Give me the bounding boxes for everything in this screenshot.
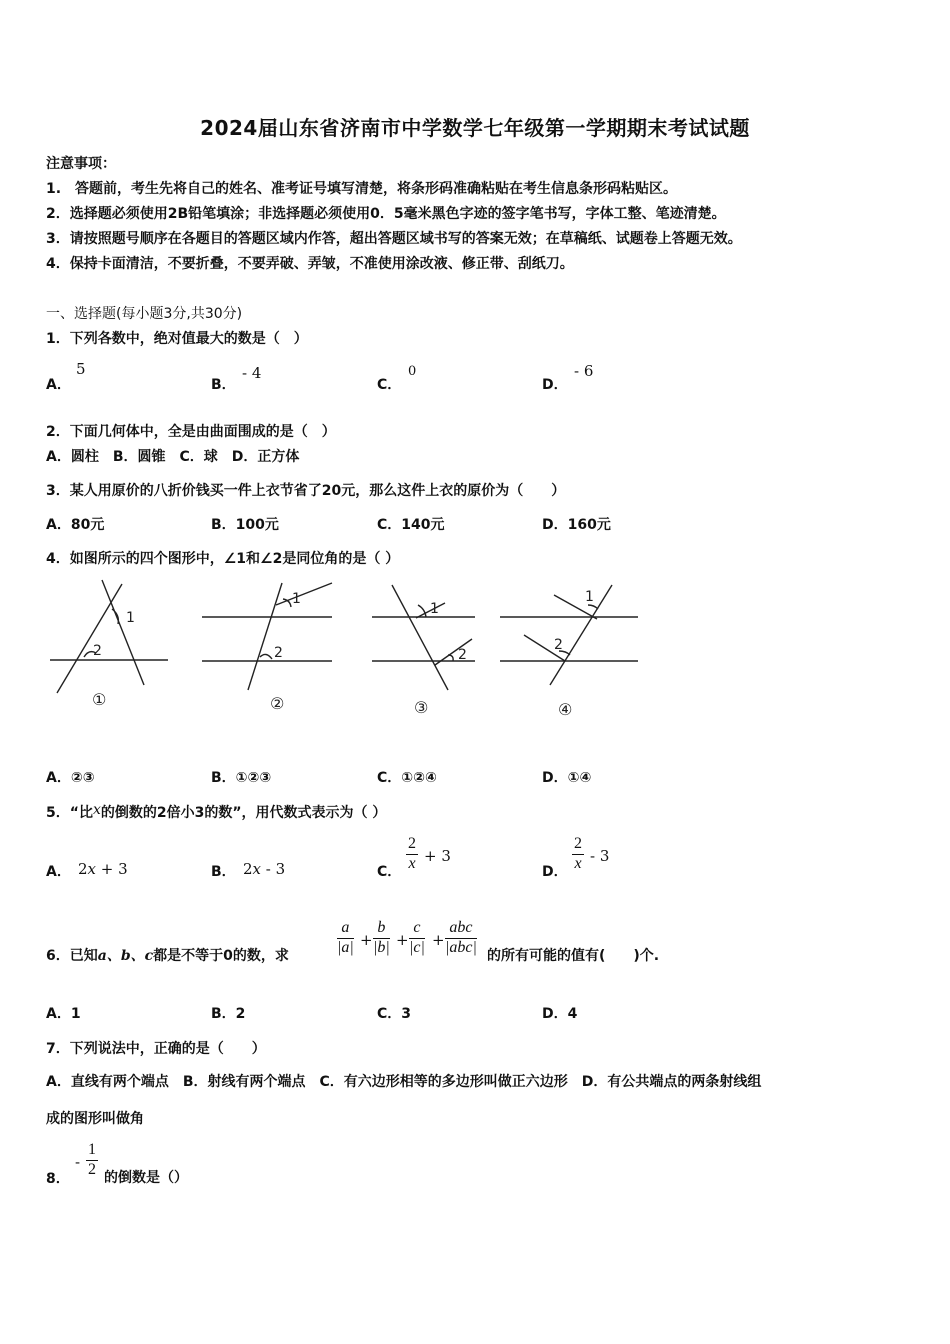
q8-frac <box>86 1141 98 1179</box>
q5-frac-d <box>572 835 584 873</box>
q7-options-line2: 成的图形叫做角 <box>46 1111 144 1127</box>
q6-vars: a、b、c <box>97 948 154 964</box>
q8-stem-post: 的倒数是（） <box>104 1170 188 1186</box>
q6-plus-3: + <box>432 931 445 949</box>
fig2-angle-2-arc <box>260 654 272 659</box>
q1-value-b: - 4 <box>242 364 262 382</box>
fig3-label: ③ <box>414 698 429 717</box>
q6-frac-b-num: b <box>373 919 390 939</box>
q4-option-a: A．②③ <box>46 770 95 786</box>
q4-option-c: C．①②④ <box>377 770 437 786</box>
fig1-transversal-a <box>57 584 122 693</box>
section-heading: 一、选择题(每小题3分,共30分) <box>46 306 243 322</box>
q6-frac-b-den: |b| <box>373 939 390 956</box>
q3-option-d: D．160元 <box>542 517 611 533</box>
fig3-transversal <box>392 585 448 690</box>
q5-expr-b-coef: 2 <box>243 860 253 878</box>
q1-label-d: D． <box>542 377 568 393</box>
q6-option-c: C．3 <box>377 1006 412 1022</box>
notice-heading: 注意事项： <box>46 156 116 172</box>
fig1-angle-1-label: 1 <box>126 610 135 626</box>
q6-option-b: B．2 <box>211 1006 246 1022</box>
q1-value-c: 0 <box>408 364 417 379</box>
q2-options: A．圆柱 B．圆锥 C．球 D．正方体 <box>46 449 300 465</box>
q6-frac-a-num: a <box>337 919 354 939</box>
fig4-label: ④ <box>558 700 573 719</box>
q5-expr-d-tail: - 3 <box>590 847 610 865</box>
q1-label-a: A． <box>46 377 71 393</box>
notice-item-3: 3．请按照题号顺序在各题目的答题区域内作答，超出答题区域书写的答案无效；在草稿纸、试题卷上答题无效。 <box>46 231 742 247</box>
q5-expr-a <box>78 860 128 878</box>
q6-plus-2: + <box>396 931 409 949</box>
q5-label-b: B． <box>211 864 236 880</box>
page-title: 2024届山东省济南市中学数学七年级第一学期期末考试试题 <box>200 116 750 140</box>
q3-option-b: B．100元 <box>211 517 279 533</box>
q4-figures <box>40 575 650 725</box>
q1-stem: 1．下列各数中，绝对值最大的数是（ ） <box>46 331 308 347</box>
q5-frac-d-den: x <box>574 855 582 872</box>
q3-option-a: A．80元 <box>46 517 105 533</box>
q6-frac-c-num: c <box>409 919 425 939</box>
q5-expr-b-var: x <box>252 860 262 878</box>
q7-options-line1: A．直线有两个端点 B．射线有两个端点 C．有六边形相等的多边形叫做正六边形 D．有公共端点的两条射线组 <box>46 1074 762 1090</box>
q5-expr-c-tail: + 3 <box>424 847 451 865</box>
q1-label-c: C． <box>377 377 402 393</box>
q4-option-b: B．①②③ <box>211 770 272 786</box>
q6-frac-a <box>337 919 354 957</box>
q5-label-c: C． <box>377 864 402 880</box>
q6-plus-1: + <box>360 931 373 949</box>
q1-label-b: B． <box>211 377 236 393</box>
q5-expr-a-var: x <box>87 860 97 878</box>
q5-frac-c-num: 2 <box>406 835 418 855</box>
q5-expr-b <box>243 860 285 878</box>
q6-frac-abc-num: abc <box>445 919 477 939</box>
q5-label-a: A． <box>46 864 71 880</box>
q6-frac-c-den: |c| <box>409 939 425 956</box>
q8-frac-den: 2 <box>88 1161 96 1178</box>
fig2-transversal <box>248 583 282 690</box>
q5-expr-a-op: + 3 <box>100 860 128 878</box>
q6-frac-a-den: |a| <box>337 939 354 956</box>
q4-option-d: D．①④ <box>542 770 592 786</box>
fig2-angle-1-label: 1 <box>292 591 301 607</box>
q6-frac-abc-den: |abc| <box>445 939 477 956</box>
fig4-angle-1-arc <box>588 605 598 609</box>
q2-stem: 2．下面几何体中，全是由曲面围成的是（ ） <box>46 424 336 440</box>
q1-value-a: 5 <box>76 360 86 378</box>
notice-item-1: 1. 答题前，考生先将自己的姓名、准考证号填写清楚，将条形码准确粘贴在考生信息条形码粘贴区。 <box>46 181 678 197</box>
q6-stem-post: 的所有可能的值有( )个. <box>487 948 660 964</box>
notice-item-4: 4．保持卡面清洁，不要折叠，不要弄破、弄皱，不准使用涂改液、修正带、刮纸刀。 <box>46 256 574 272</box>
q6-stem-mid: 都是不等于0的数，求 <box>153 948 289 964</box>
fig3-angle-1-label: 1 <box>430 601 439 617</box>
q6-option-d: D．4 <box>542 1006 578 1022</box>
q5-var-x: x <box>92 802 101 818</box>
q6-stem-start: 6．已知 <box>46 948 98 964</box>
fig4-angle-2-label: 2 <box>554 637 563 653</box>
fig2-angle-2-label: 2 <box>274 645 283 661</box>
fig1-angle-1-arc <box>112 609 118 624</box>
q5-stem-pre: 5．“比 <box>46 805 93 821</box>
q5-label-d: D． <box>542 864 568 880</box>
fig2-label: ② <box>270 694 285 713</box>
q6-option-a: A．1 <box>46 1006 81 1022</box>
fig1-angle-2-label: 2 <box>93 643 102 659</box>
q6-frac-c <box>409 919 425 957</box>
fig2-ray <box>276 583 332 605</box>
fig4-angle-1-label: 1 <box>585 589 594 605</box>
q5-frac-c <box>406 835 418 873</box>
fig4-transversal <box>550 585 612 685</box>
q3-option-c: C．140元 <box>377 517 445 533</box>
q5-stem <box>46 802 386 822</box>
q5-expr-a-coef: 2 <box>78 860 88 878</box>
q6-frac-b <box>373 919 390 957</box>
q5-expr-b-op: - 3 <box>265 860 286 878</box>
fig1-label: ① <box>92 690 107 709</box>
q5-frac-d-num: 2 <box>572 835 584 855</box>
q5-frac-c-den: x <box>408 855 416 872</box>
q6-frac-abc <box>445 919 477 957</box>
fig1-transversal-b <box>102 580 144 685</box>
q8-number: 8． <box>46 1171 70 1187</box>
q6-stem-pre <box>46 945 289 965</box>
q7-stem: 7．下列说法中，正确的是（ ） <box>46 1041 266 1057</box>
q5-stem-post: 的倒数的2倍小3的数”，用代数式表示为（ ） <box>100 805 387 821</box>
q1-value-d: - 6 <box>574 362 594 380</box>
q8-frac-num: 1 <box>86 1141 98 1161</box>
notice-item-2: 2．选择题必须使用2B铅笔填涂；非选择题必须使用0．5毫米黑色字迹的签字笔书写，字体工整、笔迹清楚。 <box>46 206 726 222</box>
q4-stem: 4．如图所示的四个图形中，∠1和∠2是同位角的是（ ） <box>46 551 400 567</box>
q8-sign: - <box>75 1153 81 1171</box>
fig3-angle-2-label: 2 <box>458 647 467 663</box>
q3-stem: 3．某人用原价的八折价钱买一件上衣节省了20元，那么这件上衣的原价为（ ） <box>46 483 566 499</box>
